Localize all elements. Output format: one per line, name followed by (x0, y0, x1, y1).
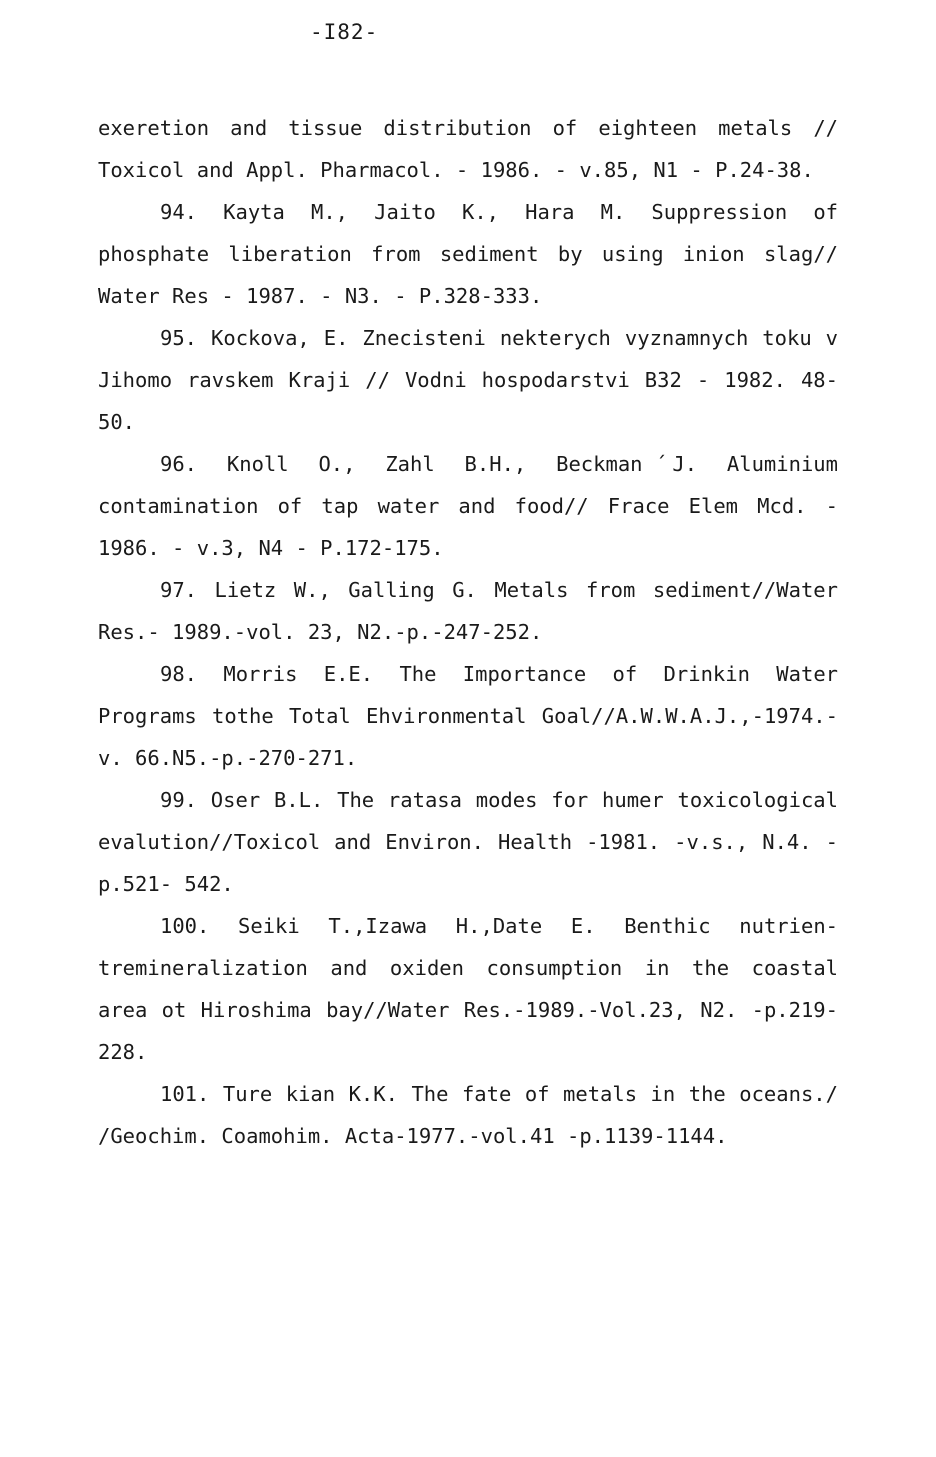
reference-95: 95. Kockova, E. Znecisteni nekterych vyznamnych toku v Jihomo ravskem Kraji // Vodni hospodarstvi B32 - 1982. 48-50. (98, 326, 838, 434)
reference-94: 94. Kayta M., Jaito K., Hara M. Suppression of phosphate liberation from sediment by using inion slag// Water Res - 1987. - N3. - P.328-333. (98, 200, 838, 308)
reference-list (98, 107, 838, 1157)
reference-100: 100. Seiki T.,Izawa H.,Date E. Benthic nutrien-tremineralization and oxiden consumption in the coastal area ot Hiroshima bay//Water Res.-1989.-Vol.23, N2. -p.219-228. (98, 914, 838, 1064)
reference-96: 96. Knoll O., Zahl B.H., Beckman ́J. Aluminium contamination of tap water and food// Frace Elem Mcd. - 1986. - v.3, N4 - P.172-175. (98, 452, 838, 560)
reference-98: 98. Morris E.E. The Importance of Drinkin Water Programs tothe Total Ehvironmental Goal//A.W.W.A.J.,-1974.- v. 66.N5.-p.-270-271. (98, 662, 838, 770)
page-number: -I82- (310, 20, 379, 44)
continuation-text: exeretion and tissue distribution of eighteen metals // Toxicol and Appl. Pharmacol. - 1986. - v.85, N1 - P.24-38. (98, 116, 838, 182)
reference-97: 97. Lietz W., Galling G. Metals from sediment//Water Res.- 1989.-vol. 23, N2.-p.-247-252. (98, 578, 838, 644)
reference-101: 101. Ture kian K.K. The fate of metals in the oceans./ /Geochim. Coamohim. Acta-1977.-vol.41 -p.1139-1144. (98, 1082, 838, 1148)
reference-99: 99. Oser B.L. The ratasa modes for humer toxicological evalution//Toxicol and Environ. Health -1981. -v.s., N.4. - p.521- 542. (98, 788, 838, 896)
